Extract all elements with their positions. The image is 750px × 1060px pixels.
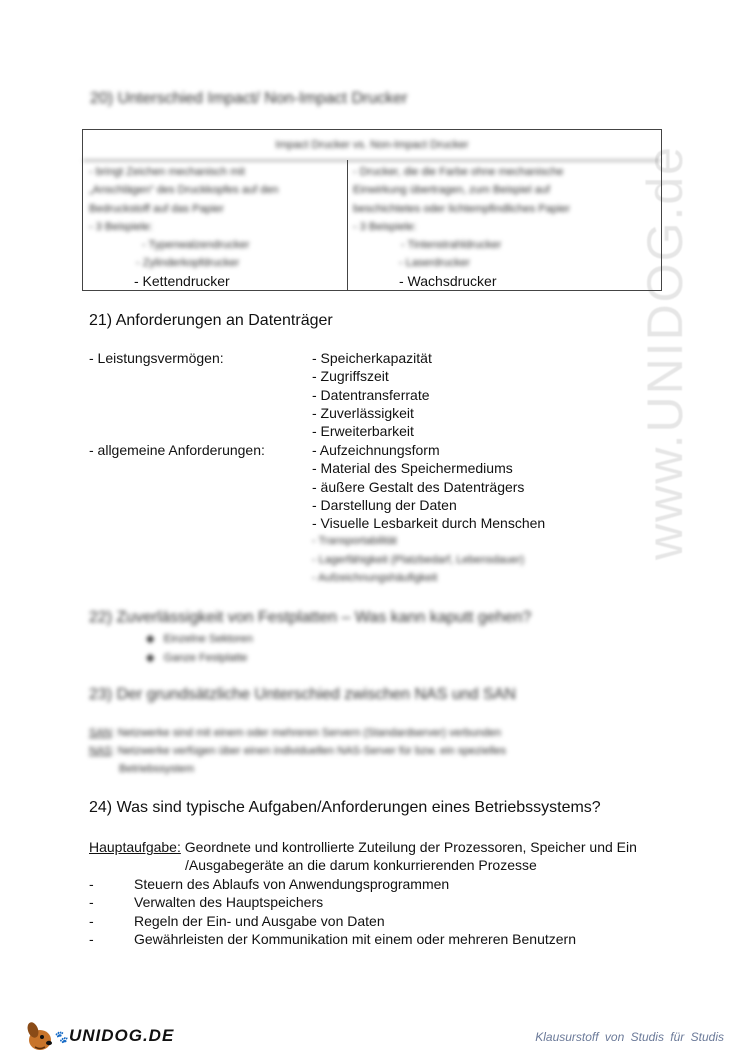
list-item: - Speicherkapazität	[312, 350, 432, 366]
q22-title: 22) Zuverlässigkeit von Festplatten – Was kann kaputt gehen?	[89, 609, 532, 626]
right-line-wachsdrucker: - Wachsdrucker	[399, 272, 497, 289]
right-line: beschichtetes oder lichtempfindliches Papier	[353, 202, 571, 215]
left-line: - bringt Zeichen mechanisch mit	[89, 166, 245, 178]
san-line	[89, 724, 649, 742]
main-task-text: Geordnete und kontrollierte Zuteilung der Prozessoren, Speicher und Ein	[180, 839, 637, 855]
list-item: - Aufzeichnungshäufigkeit	[312, 572, 438, 585]
list-item-text: Ganze Festplatte	[163, 652, 248, 664]
san-label: SAN	[89, 727, 112, 739]
q23-body	[89, 724, 649, 778]
list-item	[146, 630, 253, 649]
list-item: - Zugriffszeit	[312, 368, 389, 385]
list-item-text: Regeln der Ein- und Ausgabe von Daten	[134, 912, 385, 929]
table-cell-left	[89, 163, 344, 290]
paw-icon: 🐾	[53, 1030, 69, 1044]
nas-text: : Netzwerke verfügen über einen individuellen NAS-Server für bzw. ein spezielles	[111, 745, 506, 757]
list-item: - Material des Speichermediums	[312, 460, 513, 477]
dash: -	[89, 912, 94, 929]
left-line: Bedruckstoff auf das Papier	[89, 202, 224, 215]
dash: -	[89, 876, 94, 892]
list-item: - Datentransferrate	[312, 386, 430, 403]
left-line: „Anschlägen“ des Druckkopfes auf den	[89, 184, 279, 197]
right-line: Einwirkung übertragen, zum Beispiel auf	[353, 184, 550, 197]
list-allgemeine-anforderungen	[312, 441, 545, 587]
right-line: - Laserdrucker	[399, 257, 470, 270]
list-item: - Darstellung der Daten	[312, 496, 457, 513]
san-text: : Netzwerke sind mit einem oder mehreren Servern (Standardserver) verbunden	[111, 727, 502, 739]
left-line: - Typenwalzendrucker	[142, 239, 250, 252]
nas-line	[89, 742, 649, 760]
list-item: - Zuverlässigkeit	[312, 404, 414, 421]
list-item-text: Einzelne Sektoren	[163, 633, 253, 645]
footer-tagline: Klausurstoff von Studis für Studis	[535, 1030, 724, 1044]
table-header: Impact Drucker vs. Non-Impact Drucker	[83, 130, 661, 161]
dog-icon	[25, 1020, 55, 1052]
q24-main-task	[89, 838, 649, 856]
label-allgemeine-anforderungen: - allgemeine Anforderungen:	[89, 442, 265, 458]
table-cell-right	[353, 163, 658, 290]
list-item-text: Gewährleisten der Kommunikation mit einem oder mehreren Benutzern	[134, 930, 576, 947]
list-item	[89, 875, 669, 893]
dash: -	[89, 930, 94, 947]
dash: -	[89, 894, 94, 911]
right-line: - Tintenstrahldrucker	[401, 239, 502, 252]
table-divider	[347, 160, 348, 291]
list-item	[89, 893, 669, 911]
list-item: - Visuelle Lesbarkeit durch Menschen	[312, 515, 546, 532]
watermark: www.UNIDOG.de	[637, 145, 693, 560]
q21-title: 21) Anforderungen an Datenträger	[89, 312, 333, 329]
q22-list	[146, 630, 253, 668]
label-leistungsvermoegen: - Leistungsvermögen:	[89, 350, 224, 366]
list-item: - äußere Gestalt des Datenträgers	[312, 478, 525, 495]
list-leistungsvermoegen	[312, 349, 432, 440]
logo-text	[53, 1026, 174, 1046]
logo-text-label: UNIDOG.DE	[68, 1026, 175, 1045]
q23-title: 23) Der grundsätzliche Unterschied zwischen NAS und SAN	[89, 686, 516, 703]
list-item	[89, 930, 669, 948]
left-line: - Zylinderkopfdrucker	[136, 257, 240, 270]
list-item	[89, 912, 669, 930]
nas-line-2: Betriebssystem	[119, 763, 195, 775]
right-line: - 3 Beispiele:	[353, 220, 417, 233]
q24-list	[89, 875, 669, 948]
list-item-text: Verwalten des Hauptspeichers	[134, 894, 324, 911]
printer-comparison-table	[82, 129, 662, 291]
list-item-text: Steuern des Ablaufs von Anwendungsprogrammen	[134, 876, 450, 892]
right-line: - Drucker, die die Farbe ohne mechanische	[353, 166, 564, 178]
bullet-icon: ◆	[146, 633, 164, 645]
main-task-label: Hauptaufgabe:	[89, 839, 181, 855]
list-item: - Aufzeichnungsform	[312, 442, 440, 458]
left-line: - 3 Beispiele:	[89, 220, 153, 233]
list-item	[146, 649, 253, 668]
list-item: - Erweiterbarkeit	[312, 423, 414, 440]
q20-title: 20) Unterschied Impact/ Non-Impact Drucker	[90, 90, 408, 107]
nas-label: NAS	[89, 745, 112, 757]
list-item: - Transportabilität	[312, 535, 397, 548]
bullet-icon: ◆	[146, 652, 164, 664]
left-line-kettendrucker: - Kettendrucker	[134, 272, 230, 289]
q24-title: 24) Was sind typische Aufgaben/Anforderungen eines Betriebssystems?	[89, 799, 601, 816]
list-item: - Lagerfähigkeit (Platzbedarf, Lebensdauer)	[312, 553, 525, 566]
q24-main-task-cont: /Ausgabegeräte an die darum konkurrierenden Prozesse	[185, 857, 537, 873]
